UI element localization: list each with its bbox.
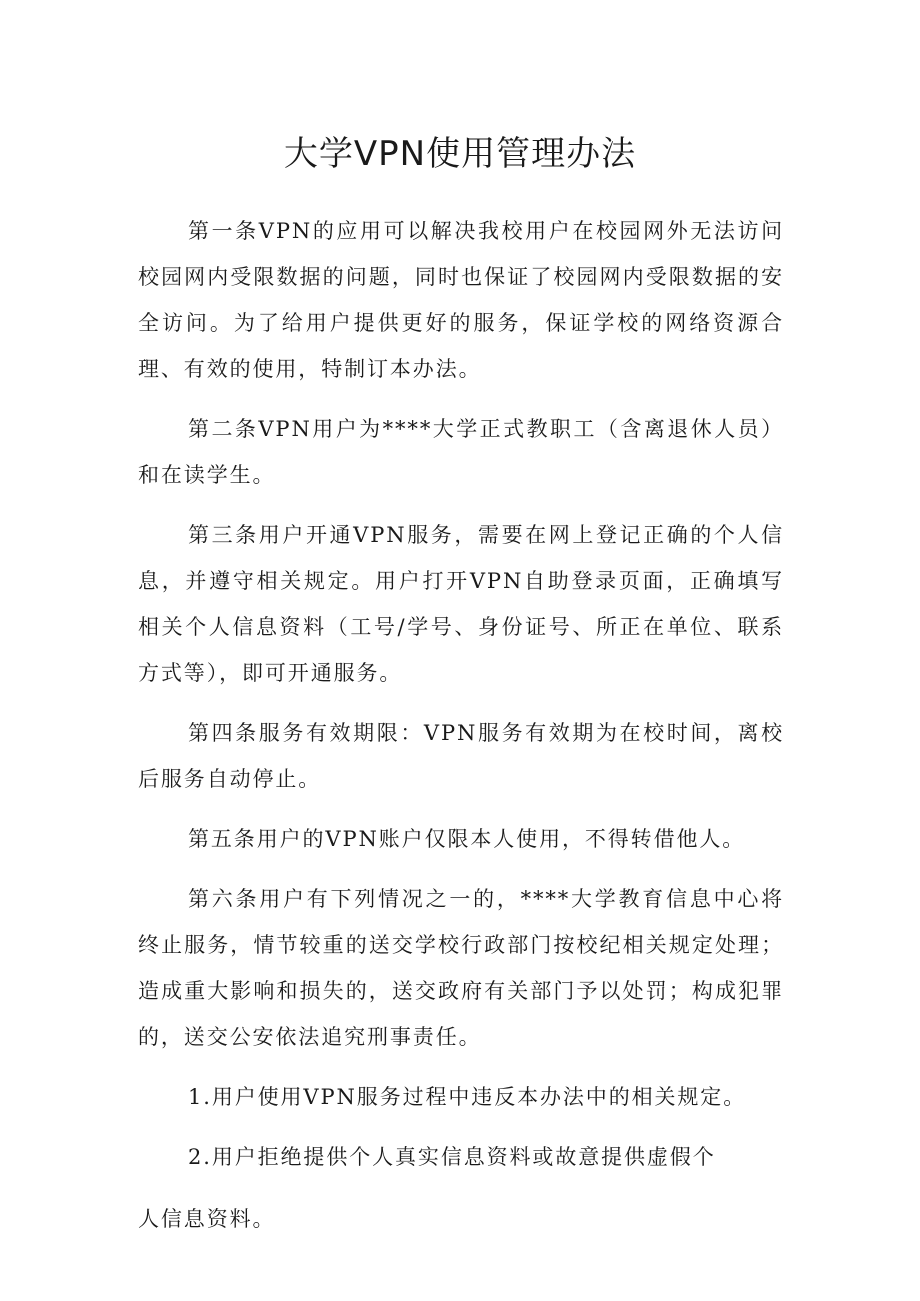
list-item-2-continuation: 人信息资料。	[138, 1207, 276, 1231]
article-3: 第三条用户开通VPN服务，需要在网上登记正确的个人信息，并遵守相关规定。用户打开VPN自助登录页面，正确填写相关个人信息资料（工号/学号、身份证号、所正在单位、联系方式等），即可开通服务。	[138, 523, 784, 685]
list-item-2: 2.用户拒绝提供个人真实信息资料或故意提供虚假个	[188, 1145, 716, 1169]
article-1: 第一条VPN的应用可以解决我校用户在校园网外无法访问校园网内受限数据的问题，同时也保证了校园网内受限数据的安全访问。为了给用户提供更好的服务，保证学校的网络资源合理、有效的使用，特制订本办法。	[138, 219, 784, 381]
article-5: 第五条用户的VPN账户仅限本人使用，不得转借他人。	[188, 827, 746, 851]
article-2: 第二条VPN用户为****大学正式教职工（含离退休人员）和在读学生。	[138, 417, 784, 487]
document-body	[138, 208, 784, 1242]
list-item-1: 1.用户使用VPN服务过程中违反本办法中的相关规定。	[188, 1085, 747, 1109]
article-4: 第四条服务有效期限：VPN服务有效期为在校时间，离校后服务自动停止。	[138, 721, 784, 791]
document-title: 大学VPN使用管理办法	[283, 134, 637, 174]
article-6: 第六条用户有下列情况之一的，****大学教育信息中心将终止服务，情节较重的送交学校行政部门按校纪相关规定处理；造成重大影响和损失的，送交政府有关部门予以处罚；构成犯罪的，送交公安依法追究刑事责任。	[138, 887, 784, 1049]
